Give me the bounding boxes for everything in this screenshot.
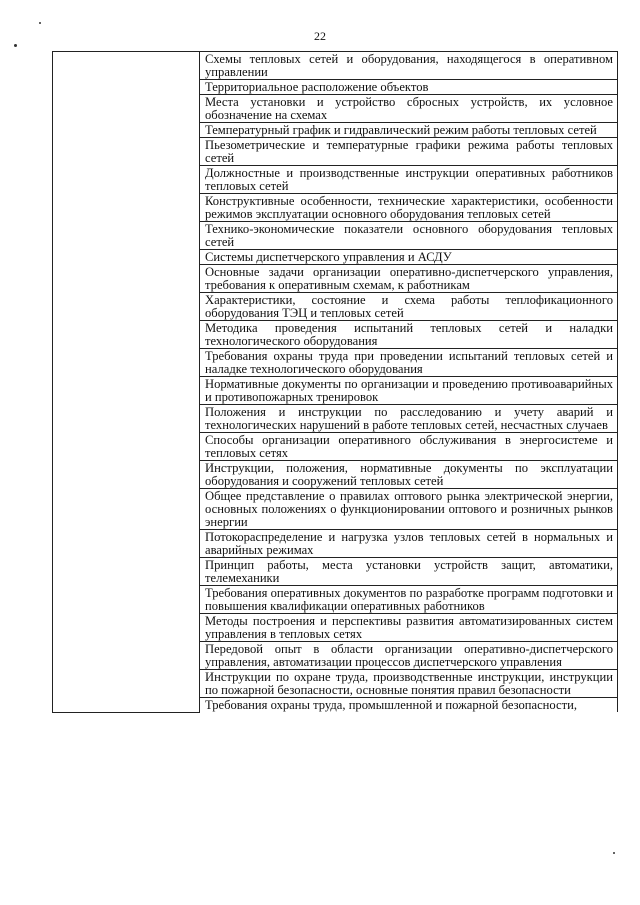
table-cell: Места установки и устройство сбросных устройств, их условное обозначение на схемах bbox=[200, 95, 618, 123]
table-cell: Должностные и производственные инструкции оперативных работников тепловых сетей bbox=[200, 166, 618, 194]
table-cell: Технико-экономические показатели основного оборудования тепловых сетей bbox=[200, 222, 618, 250]
table-cell: Передовой опыт в области организации оперативно-диспетчерского управления, автоматизации процессов диспетчерского управления bbox=[200, 642, 618, 670]
table-cell: Пьезометрические и температурные графики режима работы тепловых сетей bbox=[200, 138, 618, 166]
table-cell: Методы построения и перспективы развития автоматизированных систем управления в тепловых сетях bbox=[200, 614, 618, 642]
table-cell: Характеристики, состояние и схема работы теплофикационного оборудования ТЭЦ и тепловых сетей bbox=[200, 293, 618, 321]
table-cell: Положения и инструкции по расследованию и учету аварий и технологических нарушений в работе тепловых сетей, несчастных случаев bbox=[200, 405, 618, 433]
table-cell: Инструкции по охране труда, производственные инструкции, инструкции по пожарной безопасности, основные понятия правил безопасности bbox=[200, 670, 618, 698]
table-cell: Принцип работы, места установки устройств защит, автоматики, телемеханики bbox=[200, 558, 618, 586]
table-body bbox=[53, 52, 618, 713]
table-cell: Методика проведения испытаний тепловых сетей и наладки технологического оборудования bbox=[200, 321, 618, 349]
table-cell: Системы диспетчерского управления и АСДУ bbox=[200, 250, 618, 265]
table-cell: Территориальное расположение объектов bbox=[200, 80, 618, 95]
scan-speck bbox=[613, 852, 615, 854]
requirements-table bbox=[52, 51, 618, 713]
page-number: 22 bbox=[314, 29, 326, 43]
table-cell: Конструктивные особенности, технические характеристики, особенности режимов эксплуатации основного оборудования тепловых сетей bbox=[200, 194, 618, 222]
table-cell: Требования охраны труда при проведении испытаний тепловых сетей и наладке технологического оборудования bbox=[200, 349, 618, 377]
table-cell: Потокораспределение и нагрузка узлов тепловых сетей в нормальных и аварийных режимах bbox=[200, 530, 618, 558]
table-cell: Схемы тепловых сетей и оборудования, находящегося в оперативном управлении bbox=[200, 52, 618, 80]
scan-speck bbox=[39, 22, 41, 24]
table-row bbox=[53, 52, 618, 80]
table-cell: Способы организации оперативного обслуживания в энергосистеме и тепловых сетях bbox=[200, 433, 618, 461]
table-cell: Нормативные документы по организации и проведению противоаварийных и противопожарных тренировок bbox=[200, 377, 618, 405]
table-cell: Инструкции, положения, нормативные документы по эксплуатации оборудования и сооружений тепловых сетей bbox=[200, 461, 618, 489]
left-column-cell bbox=[53, 52, 200, 713]
scan-speck bbox=[14, 44, 17, 47]
table-cell: Основные задачи организации оперативно-диспетчерского управления, требования к оперативным схемам, к работникам bbox=[200, 265, 618, 293]
table-cell: Требования охраны труда, промышленной и пожарной безопасности, bbox=[200, 698, 618, 713]
table-cell: Температурный график и гидравлический режим работы тепловых сетей bbox=[200, 123, 618, 138]
table-cell: Общее представление о правилах оптового рынка электрической энергии, основных положениях о функционировании оптового и розничных рынков энергии bbox=[200, 489, 618, 530]
table-cell: Требования оперативных документов по разработке программ подготовки и повышения квалификации оперативных работников bbox=[200, 586, 618, 614]
